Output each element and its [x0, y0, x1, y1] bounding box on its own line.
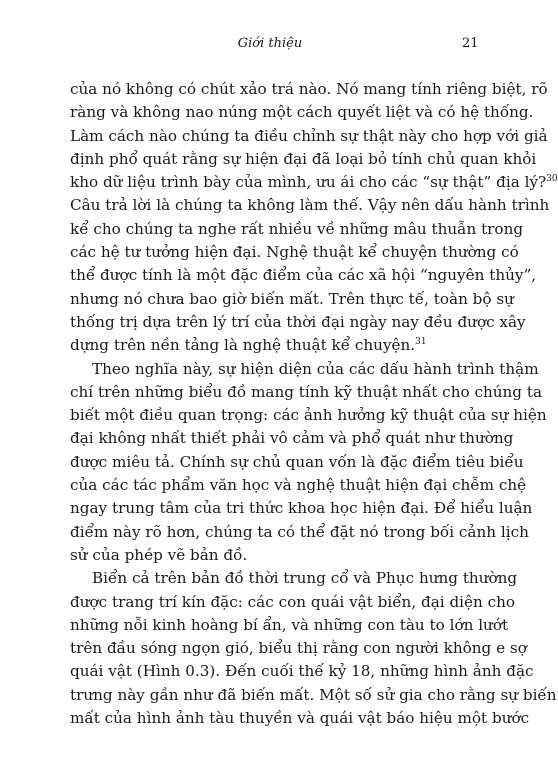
line-text: dựng trên nền tảng là nghệ thuật kể chuyện.: [70, 336, 416, 355]
paragraph: [70, 567, 557, 730]
text-line: [70, 404, 547, 427]
text-line: [70, 497, 533, 520]
text-line: [70, 637, 527, 660]
text-line: [70, 171, 558, 194]
text-line: [70, 148, 537, 171]
line-text: kho dữ liệu trình bày của mình, ưu ái cho các “sự thật” địa lý?: [70, 173, 547, 192]
line-text: điểm này rõ hơn, chúng ta có thể đặt nó trong bối cảnh lịch: [70, 522, 529, 541]
text-line: [70, 358, 539, 381]
text-line: [70, 311, 526, 334]
text-line: [70, 381, 542, 404]
line-text: ngay trung tâm của tri thức khoa học hiện đại. Để hiểu luận: [70, 499, 533, 518]
text-line: [70, 218, 524, 241]
line-text: quái vật (Hình 0.3). Đến cuối thế kỷ 18, những hình ảnh đặc: [70, 662, 534, 681]
footnote-marker: 31: [415, 337, 427, 348]
line-text: của các tác phẩm văn học và nghệ thuật hiện đại chễm chệ: [70, 476, 527, 495]
line-text: Theo nghĩa này, sự hiện diện của các dấu hành trình thậm: [92, 359, 539, 378]
footnote-marker: 30: [546, 174, 558, 185]
text-line: [70, 474, 527, 497]
text-line: [70, 288, 514, 311]
line-text: được trang trí kín đặc: các con quái vật biển, đại diện cho: [70, 592, 516, 611]
line-text: Biển cả trên bản đồ thời trung cổ và Phục hưng thường: [92, 569, 518, 588]
line-text: ràng và không nao núng một cách quyết liệt và có hệ thống.: [70, 103, 534, 122]
line-text: định phổ quát rằng sự hiện đại đã loại bỏ tính chủ quan khỏi: [70, 149, 537, 168]
paragraph: [70, 78, 558, 358]
text-line: [70, 614, 509, 637]
text-line: [70, 567, 518, 590]
line-text: các hệ tư tưởng hiện đại. Nghệ thuật kể chuyện thường có: [70, 243, 519, 262]
text-line: [70, 334, 470, 357]
running-header: [0, 36, 540, 56]
line-text: mất của hình ảnh tàu thuyền và quái vật báo hiệu một bước: [70, 709, 530, 728]
line-text: đại không nhất thiết phải vô cảm và phổ quát như thường: [70, 429, 514, 448]
line-text: được miêu tả. Chính sự chủ quan vốn là đặc điểm tiêu biểu: [70, 452, 524, 471]
line-text: trên đầu sóng ngọn gió, biểu thị rằng con người không e sợ: [70, 639, 527, 658]
text-line: [70, 660, 534, 683]
line-text: nhưng nó chưa bao giờ biến mất. Trên thực tế, toàn bộ sự: [70, 289, 514, 308]
text-line: [70, 125, 548, 148]
text-line: [70, 521, 529, 544]
text-line: [70, 544, 470, 567]
line-text: chí trên những biểu đồ mang tính kỹ thuật nhất cho chúng ta: [70, 382, 542, 401]
text-line: [70, 101, 534, 124]
line-text: những nỗi kinh hoàng bí ẩn, và những con tàu to lớn lướt: [70, 615, 509, 634]
text-line: [70, 241, 519, 264]
line-text: sử của phép vẽ bản đồ.: [70, 545, 248, 564]
line-text: trưng này gần như đã biến mất. Một số sử gia cho rằng sự biến: [70, 685, 557, 704]
page-number: 21: [462, 36, 479, 51]
line-text: biết một điều quan trọng: các ảnh hưởng kỹ thuật của sự hiện: [70, 406, 547, 425]
line-text: kể cho chúng ta nghe rất nhiều về những mâu thuẫn trong: [70, 219, 524, 238]
paragraph: [70, 358, 547, 568]
line-text: thống trị dựa trên lý trí của thời đại ngày nay đều được xây: [70, 312, 526, 331]
text-line: [70, 451, 524, 474]
line-text: thể được tính là một đặc điểm của các xã hội “nguyên thủy”,: [70, 266, 537, 285]
text-line: [70, 194, 550, 217]
line-text: Làm cách nào chúng ta điều chỉnh sự thật này cho hợp với giả: [70, 126, 548, 145]
line-text: Câu trả lời là chúng ta không làm thế. Vậy nên dấu hành trình: [70, 196, 550, 215]
text-line: [70, 264, 537, 287]
text-line: [70, 78, 548, 101]
text-line: [70, 427, 514, 450]
text-line: [70, 684, 557, 707]
text-line: [70, 707, 530, 730]
text-line: [70, 591, 516, 614]
body-text: [70, 78, 558, 730]
line-text: của nó không có chút xảo trá nào. Nó mang tính riêng biệt, rõ: [70, 80, 548, 98]
chapter-title: Giới thiệu: [237, 36, 303, 51]
